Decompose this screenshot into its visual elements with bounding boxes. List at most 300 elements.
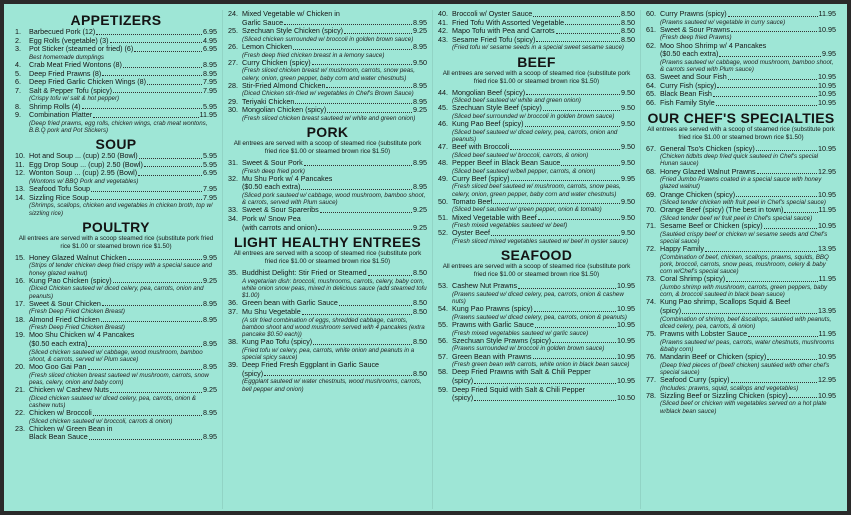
menu-item	[15, 78, 217, 87]
item-number: 74.	[646, 297, 656, 307]
item-number: 78.	[646, 390, 656, 400]
menu-item-row	[438, 36, 635, 45]
item-price: 10.95	[818, 80, 836, 90]
menu-item-row	[646, 275, 836, 284]
item-name: Szechuan Style Chicken (spicy)	[242, 27, 344, 36]
item-description: (Fresh sliced chicken breast sauteed w/ mushroom, carrots, snow peas, celery, onion and baby corn)	[29, 371, 209, 386]
item-price: 8.95	[203, 361, 217, 371]
item-price: 8.95	[203, 407, 217, 417]
menu-item-row	[438, 120, 635, 129]
dot-leader	[728, 79, 817, 80]
item-number: 1.	[15, 27, 21, 36]
item-number: 31.	[228, 157, 238, 167]
menu-item-row	[228, 98, 427, 107]
item-name: Chicken w/ Cashew Nuts	[29, 385, 109, 394]
menu-item-row	[228, 299, 427, 308]
item-name: Kung Pao Prawns (spicy)	[452, 305, 533, 314]
dot-leader	[138, 175, 202, 176]
item-number: 8.	[15, 101, 21, 111]
item-name-continued: ($0.50 each extra)	[242, 183, 301, 192]
item-name: Sweet & Sour Chicken	[29, 299, 101, 308]
dot-leader	[736, 196, 817, 197]
item-name: Sweet & Sour Pork	[242, 158, 303, 167]
item-name: Teriyaki Chicken	[242, 97, 295, 106]
menu-item-row	[646, 26, 836, 35]
dot-leader	[264, 375, 412, 376]
dot-leader	[533, 358, 616, 359]
item-description: (Deep fried pieces of (beef/ chicken) sautéed with other chef's special sauce)	[660, 361, 830, 376]
item-price: 8.95	[203, 68, 217, 78]
item-name: Wonton Soup ... (cup) 2.95 (Bowl)	[29, 169, 138, 178]
item-name: Beef with Broccoli	[452, 143, 510, 152]
item-price: 9.50	[413, 57, 427, 67]
item-name: Crab Meat Fried Wontons (8)	[29, 60, 122, 69]
item-price: 9.25	[203, 384, 217, 394]
item-number: 26.	[228, 41, 238, 51]
item-number: 3.	[15, 44, 21, 54]
item-name: Moo Shu Chicken w/ 4 Pancakes	[29, 331, 135, 340]
menu-item	[228, 299, 427, 308]
menu-item	[15, 194, 217, 217]
menu-item-row	[228, 19, 427, 28]
menu-item-row	[228, 183, 427, 192]
menu-item-row	[15, 78, 217, 87]
item-price: 11.95	[818, 274, 836, 284]
menu-item-row	[646, 42, 836, 51]
item-price: 10.95	[617, 281, 635, 291]
menu-item-row	[646, 222, 836, 231]
menu-item-row	[15, 169, 217, 178]
item-price: 8.50	[621, 17, 635, 27]
menu-item	[646, 392, 836, 415]
item-description: (Combination of beef, chicken, scallops, prawns, squids, BBQ pork, broccoli, carrots, snow peas, mushroom, celery & baby corn w/Chef's special sauce)	[660, 253, 829, 276]
item-name: Tomato Beef	[452, 197, 493, 206]
item-name: Szechuan Style Beef (spicy)	[452, 104, 542, 113]
item-description: (Sliced beef sauteed w/ white and green onion)	[452, 97, 581, 105]
item-name: Green bean with Garlic Sauce	[242, 299, 338, 308]
item-name: Seafood Curry (spicy)	[660, 375, 730, 384]
menu-item	[15, 277, 217, 300]
menu-item	[646, 26, 836, 42]
dot-leader	[302, 314, 412, 315]
menu-item	[646, 245, 836, 275]
item-number: 24.	[228, 10, 238, 18]
item-price: 9.50	[621, 196, 635, 206]
menu-item-row	[646, 191, 836, 200]
item-number: 59.	[438, 384, 448, 394]
item-name-continued: (spicy)	[452, 394, 474, 403]
menu-item	[646, 99, 836, 108]
dot-leader	[552, 342, 616, 343]
menu-item	[438, 321, 635, 337]
item-number: 69.	[646, 189, 656, 199]
item-number: 34.	[228, 213, 238, 223]
item-price: 8.95	[413, 96, 427, 106]
dot-leader	[525, 126, 620, 127]
item-name: Mapo Tofu with Pea and Carrots	[452, 27, 555, 36]
item-price: 8.95	[203, 59, 217, 69]
item-number: 41.	[438, 17, 448, 27]
dot-leader	[534, 311, 616, 312]
item-number: 57.	[438, 351, 448, 361]
item-price: 7.95	[203, 192, 217, 202]
dot-leader	[304, 165, 412, 166]
item-description: Best homemade dumplings	[29, 53, 104, 61]
menu-item	[15, 300, 217, 316]
menu-item	[15, 152, 217, 161]
menu-item	[15, 37, 217, 46]
menu-item	[438, 104, 635, 120]
dot-leader	[784, 212, 817, 213]
dot-leader	[110, 42, 203, 43]
menu-item	[438, 120, 635, 143]
item-price: 9.25	[413, 205, 427, 215]
item-number: 13.	[15, 184, 25, 194]
item-description: (Sliced chicken sauteed w/ broccoli, carrots & onion)	[29, 417, 173, 425]
item-name: Curry Fish (spicy)	[660, 81, 717, 90]
item-number: 77.	[646, 374, 656, 384]
menu-item-row	[438, 143, 635, 152]
item-number: 63.	[646, 72, 656, 82]
dot-leader	[128, 259, 202, 260]
item-description: (Sliced beef sauteed w/ diced celery, pea, carrots, onion and peanuts)	[452, 128, 618, 143]
section-intro: All entrees are served with a scoop of steamed rice (substitute pork fried rice $1.00 or steamed brown rice $1.50)	[442, 263, 631, 279]
menu-item-row	[646, 50, 836, 59]
dot-leader	[139, 158, 202, 159]
item-name: Curry Beef (spicy)	[452, 174, 510, 183]
dot-leader	[757, 173, 817, 174]
item-price: 9.95	[621, 173, 635, 183]
item-number: 22.	[15, 407, 25, 417]
menu-item	[15, 28, 217, 37]
item-number: 21.	[15, 384, 25, 394]
dot-leader	[748, 336, 817, 337]
item-description: (Sliced pork sauteed w/ cabbage, wood mushroom, bamboo shoot, & carrots, served with Plum sauce)	[242, 191, 426, 207]
item-name: Egg Drop Soup ... (cup) 2.50 (Bowl)	[29, 160, 143, 169]
menu-item	[228, 27, 427, 43]
menu-item-row	[228, 27, 427, 36]
dot-leader	[556, 33, 620, 34]
dot-leader	[511, 180, 620, 181]
menu-item-row	[15, 340, 217, 349]
dot-leader	[368, 275, 412, 276]
menu-item	[228, 175, 427, 207]
dot-leader	[764, 228, 817, 229]
item-price: 10.95	[617, 351, 635, 361]
item-price: 8.95	[413, 157, 427, 167]
menu-item	[438, 159, 635, 175]
dot-leader	[535, 327, 616, 328]
dot-leader	[320, 212, 412, 213]
section-heading: APPETIZERS	[70, 12, 162, 28]
item-number: 44.	[438, 87, 448, 97]
item-number: 6.	[15, 77, 21, 87]
item-name: Deep Fried Squid with Salt & Chili Pepper	[452, 385, 586, 394]
dot-leader	[91, 191, 202, 192]
item-price: 10.95	[617, 319, 635, 329]
item-number: 48.	[438, 157, 448, 167]
menu-item	[228, 338, 427, 361]
dot-leader	[144, 166, 202, 167]
item-name: Buddhist Delight: Stir Fried or Steamed	[242, 269, 367, 278]
item-price: 10.95	[818, 189, 836, 199]
item-name: Seafood Tofu Soup	[29, 185, 91, 194]
item-price: 10.95	[617, 304, 635, 314]
dot-leader	[538, 219, 620, 220]
menu-item-row	[438, 386, 635, 395]
item-name: Egg Rolls (vegetable) (3)	[29, 36, 109, 45]
dot-leader	[96, 34, 202, 35]
section-heading: PORK	[306, 123, 349, 140]
item-description: (Deep fried prawns, egg rolls, chicken wings, crab meat wontons, B.B.Q pork and Pot Stickers)	[29, 119, 208, 134]
item-description: (Sliced tender chicken with fruit peel in Chef's special sauce)	[660, 199, 826, 207]
item-price: 8.50	[413, 368, 427, 378]
menu-item-row	[646, 206, 836, 215]
item-number: 65.	[646, 89, 656, 99]
dot-leader	[705, 251, 817, 252]
dot-leader	[474, 383, 616, 384]
item-price: 9.50	[621, 157, 635, 167]
item-price: 9.50	[621, 212, 635, 222]
dot-leader	[339, 305, 412, 306]
menu-item-row	[228, 206, 427, 215]
dot-leader	[123, 67, 202, 68]
item-price: 8.95	[413, 80, 427, 90]
item-price: 10.95	[818, 221, 836, 231]
item-price: 5.95	[203, 101, 217, 111]
item-price: 8.95	[413, 182, 427, 192]
item-name: Green Bean with Prawns	[452, 352, 532, 361]
item-price: 7.95	[203, 77, 217, 87]
item-price: 10.95	[818, 351, 836, 361]
menu-item	[228, 98, 427, 107]
item-description: (Fried Jumbo Prawns coated in a special sauce with honey glazed walnut)	[660, 176, 822, 191]
item-name: Sweet and Sour Fish	[660, 73, 727, 82]
menu-item	[228, 308, 427, 338]
item-number: 4.	[15, 59, 21, 69]
item-number: 12.	[15, 168, 25, 178]
item-description: (Combination of shrimp, beef &scallops, sautéed with peanuts, diced celery, pea, carrots, & onion)	[660, 315, 832, 330]
menu-item	[15, 70, 217, 79]
item-name: Barbecued Pork (12)	[29, 28, 96, 36]
dot-leader	[318, 229, 412, 230]
item-number: 33.	[228, 205, 238, 215]
menu-item	[438, 10, 635, 19]
item-description: (Crispy tofu w/ salt & hot pepper)	[29, 95, 120, 103]
section-intro: All entrees are served with a scoop of steamed rice (substitute pork fried rice $1.00 or steamed brown rice $1.50)	[233, 139, 422, 155]
item-name-continued: ($0.50 each extra)	[660, 50, 719, 59]
menu-item	[15, 61, 217, 70]
item-name: Lemon Chicken	[242, 42, 292, 51]
item-number: 16.	[15, 275, 25, 285]
menu-item	[15, 425, 217, 442]
section-intro: All entrees are served with a scoop of steamed rice (substitute pork fried rice $1.00 or steamed brown rice $1.50)	[442, 69, 631, 85]
dot-leader	[716, 105, 817, 106]
item-number: 56.	[438, 335, 448, 345]
item-description: (Fresh Deep Fried Chicken Breast)	[29, 324, 125, 332]
dot-leader	[88, 346, 202, 347]
menu-item	[646, 10, 836, 26]
dot-leader	[312, 64, 412, 65]
menu-item-row	[646, 307, 836, 316]
item-name: Kung Pao Beef (spicy)	[452, 120, 524, 129]
section-heading: SOUP	[95, 136, 137, 153]
dot-leader	[731, 31, 817, 32]
item-name: Chicken w/ Broccoli	[29, 408, 92, 417]
dot-leader	[327, 112, 412, 113]
item-price: 9.50	[621, 103, 635, 113]
menu-item-row	[646, 392, 836, 401]
item-number: 35.	[228, 268, 238, 278]
menu-item-row	[15, 152, 217, 161]
item-name: Hot and Soup ... (cup) 2.50 (Bowl)	[29, 152, 138, 161]
dot-leader	[110, 392, 202, 393]
menu-item	[228, 269, 427, 299]
dot-leader	[102, 305, 202, 306]
menu-item	[438, 282, 635, 305]
menu-item	[646, 275, 836, 298]
item-price: 6.95	[203, 27, 217, 36]
menu-item	[228, 59, 427, 82]
item-number: 36.	[228, 298, 238, 308]
item-name: Deep Fried Prawns with Salt & Chili Pepper	[452, 368, 591, 377]
menu-item-row	[15, 111, 217, 120]
item-description: (Sliced beef or chicken with vegetables served on a hot plate w/black bean sauce)	[660, 400, 827, 415]
item-price: 10.95	[818, 143, 836, 153]
menu-item-row	[228, 370, 427, 379]
item-price: 9.50	[621, 142, 635, 152]
item-price: 9.95	[203, 252, 217, 262]
item-name: Deep Fried Prawns (8)	[29, 69, 102, 78]
item-price: 8.50	[413, 298, 427, 308]
dot-leader	[789, 397, 817, 398]
menu-item-row	[646, 82, 836, 91]
item-number: 43.	[438, 34, 448, 44]
item-name: Kung Pao Chicken (spicy)	[29, 276, 112, 285]
item-price: 5.95	[203, 159, 217, 169]
item-number: 11.	[15, 159, 25, 169]
item-number: 20.	[15, 361, 25, 371]
item-name: Stir-Fried Almond Chicken	[242, 81, 326, 90]
dot-leader	[134, 51, 202, 52]
section-heading: LIGHT HEALTHY ENTREES	[233, 234, 421, 251]
menu-item-row	[438, 353, 635, 362]
menu-item	[438, 89, 635, 105]
menu-item-row	[15, 277, 217, 286]
item-description: (Fried tofu w/ sesame seeds in a special sweet sesame sauce)	[452, 44, 624, 52]
item-description: (Fresh deep fried chicken breast in a lemony sauce)	[242, 51, 385, 59]
item-number: 71.	[646, 221, 656, 231]
menu-item	[438, 305, 635, 321]
item-number: 64.	[646, 80, 656, 90]
menu-item	[646, 191, 836, 207]
section-intro: All entrees are served with a scoop of steamed rice (substitute pork fried rice $1.00 or steamed brown rice $1.50)	[233, 250, 422, 266]
item-price: 10.95	[818, 24, 836, 34]
section-heading: BEEF	[517, 53, 556, 70]
item-name: Prawns with Lobster Sauce	[660, 329, 748, 338]
dot-leader	[93, 117, 198, 118]
item-number: 30.	[228, 105, 238, 115]
item-name-continued: Garlic Sauce	[242, 18, 284, 27]
item-name: Kung Pao Tofu (spicy)	[242, 338, 313, 347]
item-number: 50.	[438, 196, 448, 206]
menu-item-row	[438, 282, 635, 291]
menu-item	[15, 161, 217, 170]
dot-leader	[493, 203, 620, 204]
item-name: Chicken w/ Green Bean in	[29, 424, 113, 433]
item-price: 10.95	[818, 390, 836, 400]
menu-item	[15, 111, 217, 134]
item-name: Curry Prawns (spicy)	[660, 10, 727, 18]
item-number: 46.	[438, 119, 448, 129]
dot-leader	[731, 382, 817, 383]
menu-item	[438, 353, 635, 369]
menu-item	[15, 254, 217, 277]
menu-item-row	[228, 175, 427, 184]
item-number: 15.	[15, 252, 25, 262]
menu-item-row	[15, 87, 217, 96]
item-number: 75.	[646, 328, 656, 338]
item-name-continued: (spicy)	[660, 306, 682, 315]
item-description: A vegetarian dish: broccoli, mushrooms, carrots, celery, baby corn, white onion snow peas, mixed in delicious sauce (add steamed tofu $1.00)	[242, 277, 427, 300]
menu-item	[646, 145, 836, 168]
item-description: (Includes: prawns, squid, scallops and vegetables)	[660, 384, 799, 392]
menu-sheet	[4, 4, 847, 511]
item-price: 7.95	[203, 85, 217, 95]
item-description: (Prawns sauteed w/ peas, carrots, water chestnuts, mushrooms &baby corn)	[660, 338, 835, 353]
menu-item	[228, 82, 427, 98]
item-number: 52.	[438, 228, 448, 238]
dot-leader	[295, 103, 412, 104]
section-intro: All entrees are served with a scoop of steamed rice (substitute pork fried rice $1.00 or steamed brown rice $1.50)	[647, 125, 835, 141]
item-number: 40.	[438, 10, 448, 18]
menu-item	[646, 168, 836, 191]
item-number: 76.	[646, 351, 656, 361]
menu-column-3	[432, 10, 640, 509]
dot-leader	[719, 56, 821, 57]
item-name: Coral Shrimp (spicy)	[660, 275, 726, 284]
item-description: (Fresh deep fried Prawns)	[660, 34, 732, 42]
item-name: Prawns with Garlic Sauce	[452, 320, 534, 329]
item-description: (Diced chicken sauteed w/ diced celery, pea, carrots, onion & cashew nuts)	[29, 394, 197, 409]
item-name: Black Bean Fish	[660, 90, 712, 99]
menu-item	[646, 73, 836, 82]
dot-leader	[113, 92, 202, 93]
menu-item-row	[646, 168, 836, 177]
item-price: 10.50	[617, 393, 635, 403]
menu-item	[15, 169, 217, 185]
dot-leader	[756, 150, 817, 151]
menu-item-row	[15, 433, 217, 442]
item-number: 18.	[15, 314, 25, 324]
dot-leader	[767, 359, 817, 360]
item-description: (Prawns sauteed w/ vegetable in curry sauce)	[660, 18, 786, 26]
menu-item	[438, 386, 635, 403]
item-price: 12.95	[818, 166, 836, 176]
item-description: (Chicken tidbits deep fried quick sauteed in Chef's special Hunan sauce)	[660, 153, 819, 168]
dot-leader	[565, 24, 620, 25]
item-number: 66.	[646, 97, 656, 107]
item-price: 9.50	[621, 228, 635, 238]
item-description: (Sliced beef sauteed w/bell pepper, carrots, & onion)	[452, 167, 596, 175]
menu-item-row	[228, 10, 427, 19]
item-name: Fried Tofu With Assorted Vegetable	[452, 18, 565, 27]
item-number: 70.	[646, 205, 656, 215]
menu-item	[646, 42, 836, 74]
menu-item	[15, 185, 217, 194]
menu-item	[438, 214, 635, 230]
item-price: 11.95	[818, 10, 836, 18]
